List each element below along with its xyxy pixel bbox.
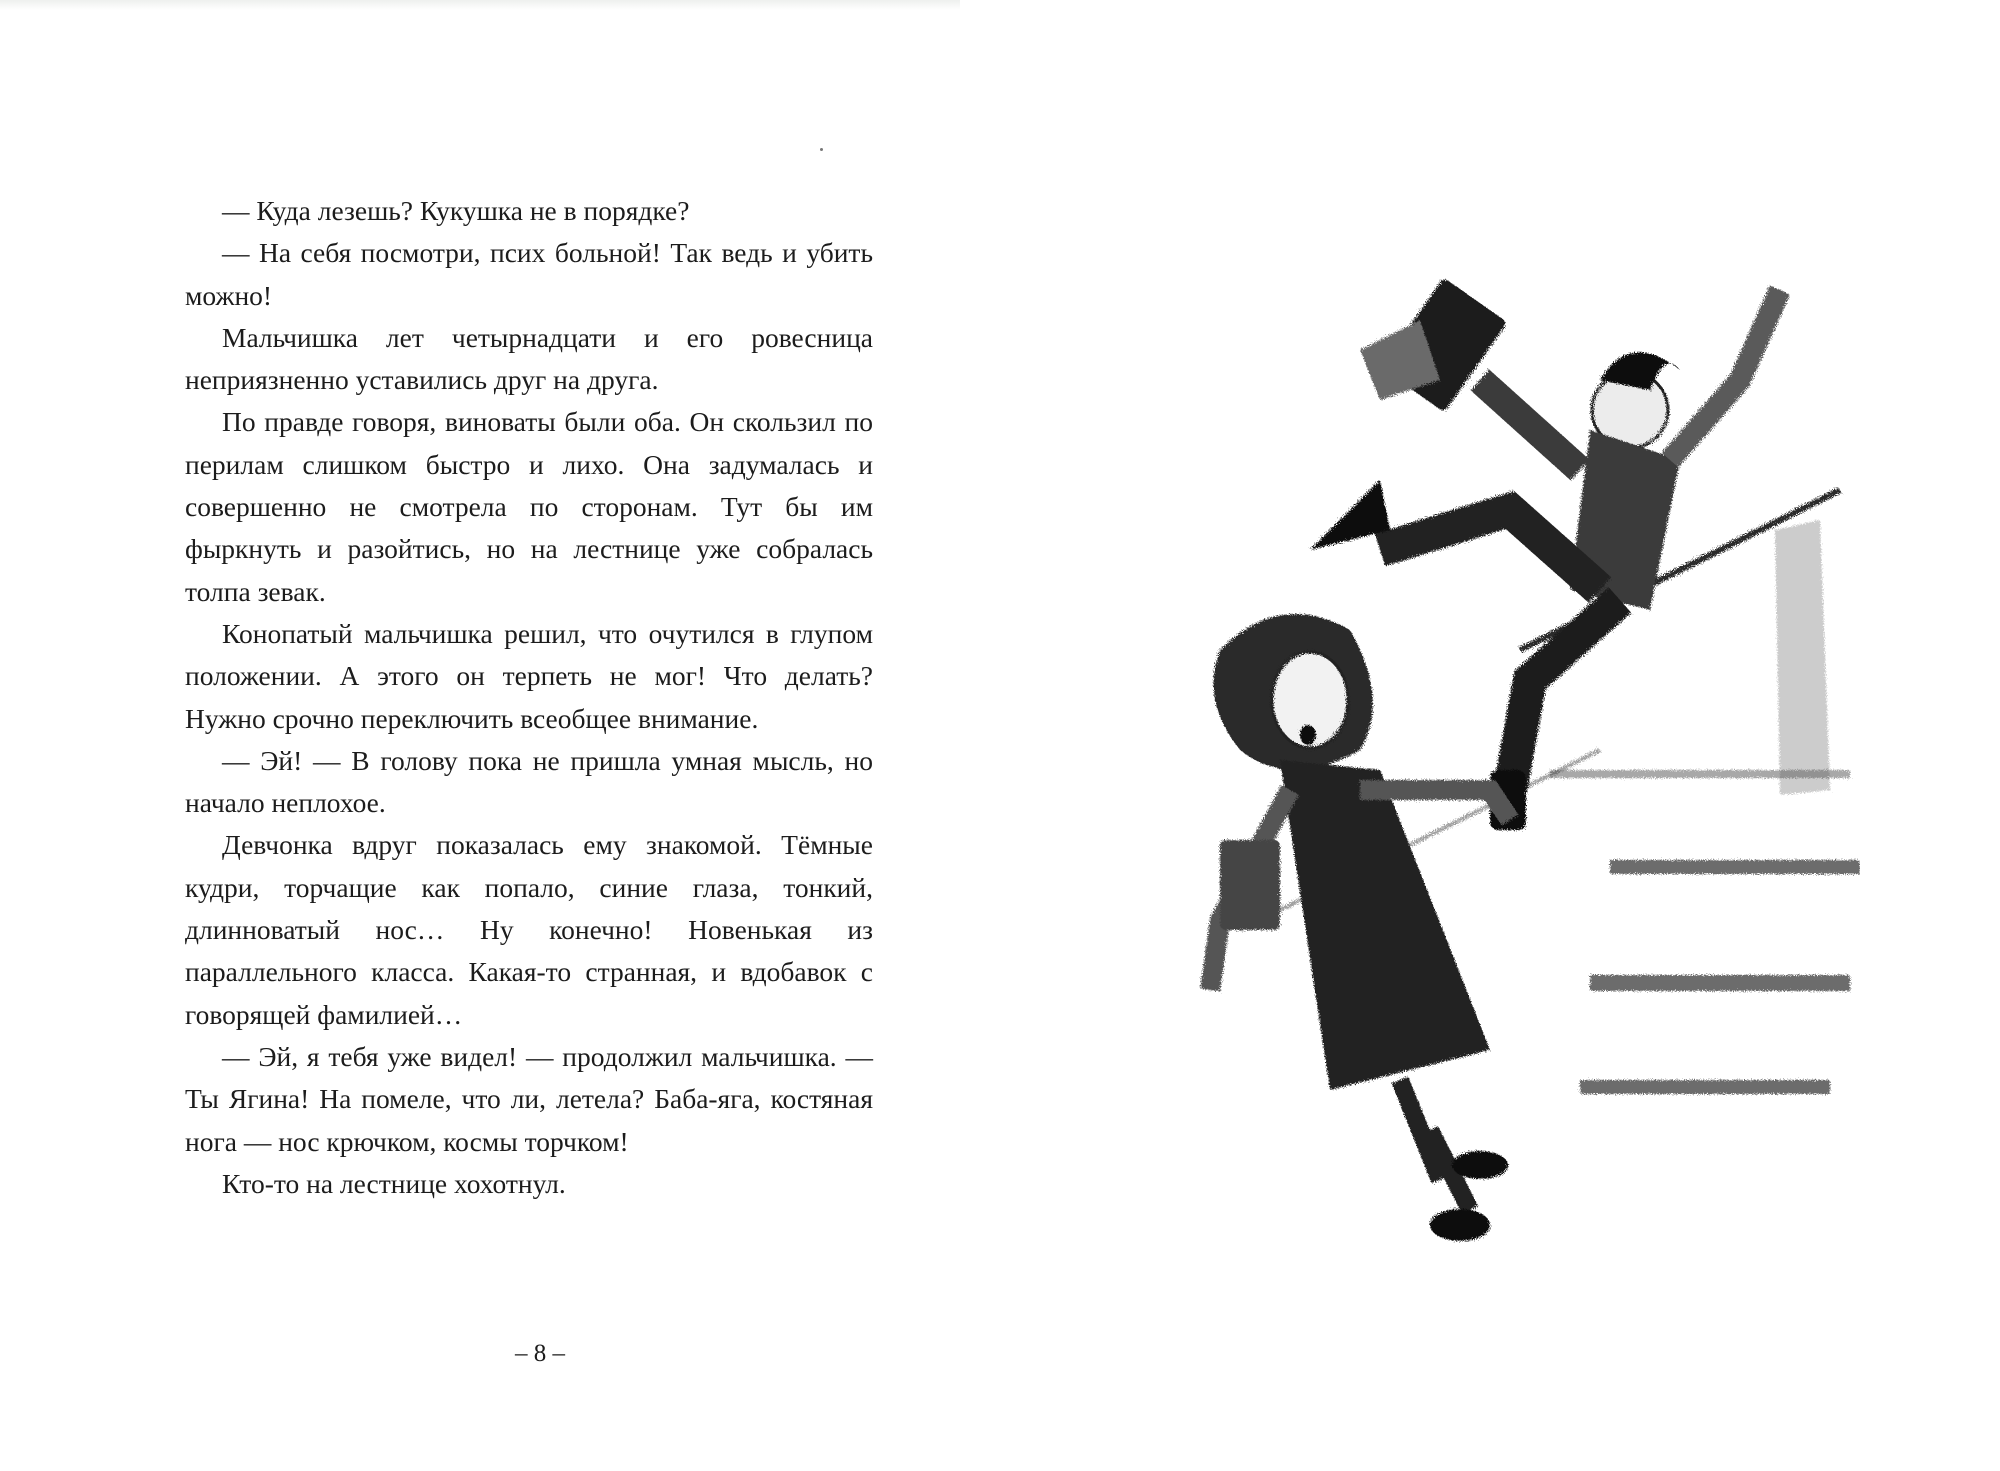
- girl-figure: [1210, 614, 1510, 1241]
- page-number: – 8 –: [515, 1340, 565, 1367]
- paragraph: — Куда лезешь? Кукушка не в порядке?: [222, 195, 690, 226]
- paragraph: По правде говоря, виноваты были оба. Он скользил по перилам слишком быстро и лихо. Она задумалась и совершенно не смотрела по сторонам. Тут бы им фыркнуть и разойтись, но на лестнице уже собралась толпа зевак.: [185, 406, 873, 607]
- print-speck: [820, 148, 823, 151]
- stairs-collision-illustration: [1180, 230, 1860, 1290]
- book-text: [185, 190, 873, 1205]
- page-edge-shadow: [0, 0, 960, 10]
- paragraph: — На себя посмотри, псих больной! Так ведь и убить можно!: [185, 237, 873, 311]
- paragraph: Конопатый мальчишка решил, что очутился в глупом положении. А этого он терпеть не мог! Что делать? Нужно срочно переключить всеобщее внимание.: [185, 617, 873, 734]
- paragraph: — Эй, я тебя уже видел! — продолжил мальчишка. — Ты Ягина! На помеле, что ли, летела? Баба-яга, костяная нога — нос крючком, космы торчком!: [185, 1040, 873, 1157]
- paragraph: Кто-то на лестнице хохотнул.: [222, 1167, 566, 1199]
- paragraph: Девчонка вдруг показалась ему знакомой. Тёмные кудри, торчащие как попало, синие глаза, тонкий, длинноватый нос… Ну конечно! Новенькая из параллельного класса. Какая-то странная, и вдобавок с говорящей фамилией…: [185, 829, 873, 1030]
- paragraph: Мальчишка лет четырнадцати и его ровесница неприязненно уставились друг на друга.: [185, 321, 873, 396]
- paragraph: — Эй! — В голову пока не пришла умная мысль, но начало неплохое.: [185, 744, 873, 819]
